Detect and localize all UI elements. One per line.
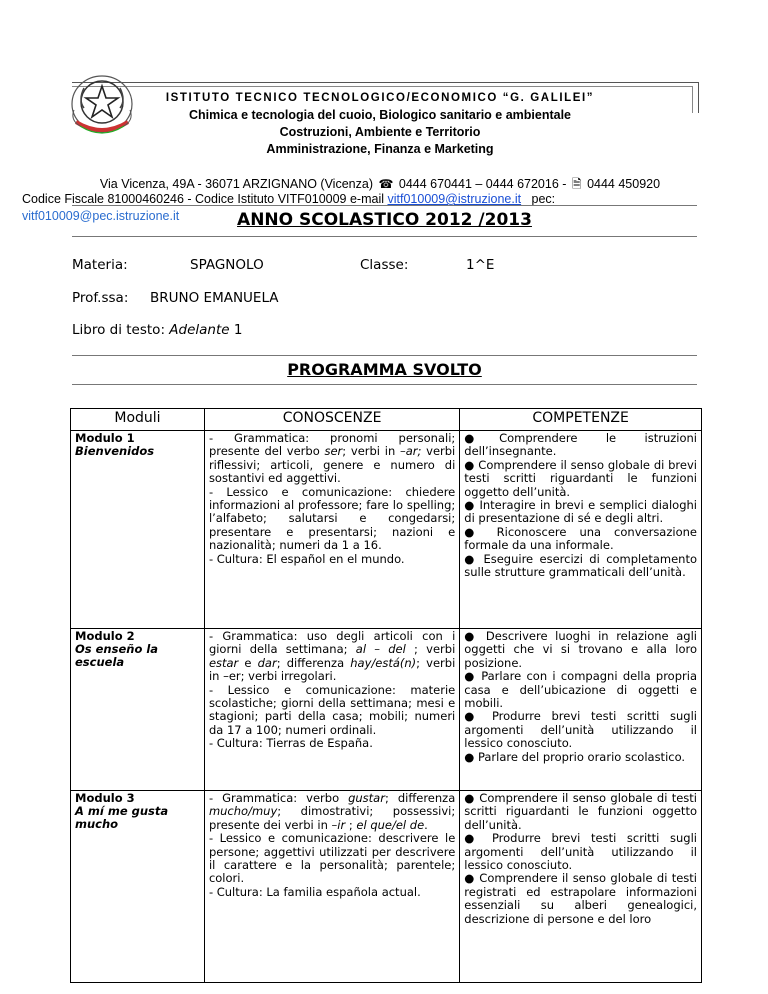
materia-label: Materia: [72,257,128,273]
header-conoscenze: CONOSCENZE [204,409,459,431]
list-item: ●Comprendere le istruzioni dell’insegnante. [464,431,697,459]
school-course-line-2: Costruzioni, Ambiente e Territorio [279,125,481,139]
grammatica-text: - Grammatica: pronomi personali; presente del verbo ser; verbi in –ar; verbi riflessivi; articoli, genere e numero di sostantivi ed aggettivi. [208,431,456,486]
libro-di-testo [72,322,242,338]
table-row [71,791,702,983]
list-item: ● Parlare del proprio orario scolastico. [464,749,686,764]
school-codes [22,192,555,206]
conoscenze-cell [204,791,459,983]
list-item: ● Produrre brevi testi scritti sugli argomenti dell’unità utilizzando il lessico conosciuto. [464,831,697,873]
prof-value: BRUNO EMANUELA [150,290,279,306]
table-row [71,431,702,629]
school-year-box [72,205,697,237]
programma-title: PROGRAMMA SVOLTO [287,360,482,379]
materia-value: SPAGNOLO [190,257,264,273]
module-cell [71,629,205,791]
libro-title: Adelante [169,322,230,338]
competenze-cell [460,629,702,791]
header-moduli: Moduli [71,409,205,431]
lessico-text: - Lessico e comunicazione: descrivere le persone; aggettivi utilizzati per descrivere il carattere e la personalità; parentele; colori. [208,831,456,886]
program-table [70,408,702,983]
fax-icon: 🗎 [571,177,582,191]
table-header-row [71,409,702,431]
phone-numbers: 0444 670441 – 0444 672016 - [398,177,567,191]
header-competenze: COMPETENZE [460,409,702,431]
lessico-text: - Lessico e comunicazione: materie scolastiche; giorni della settimana; mesi e stagioni; parti della casa; mobili; numeri da 17 a 100; numeri ordinali. [208,682,456,737]
programma-box [72,355,697,385]
module-number: Modulo 2 [75,629,135,643]
list-item: ● Comprendere il senso globale di testi registrati ed estrapolare informazioni essenziali su alberi genealogici, descrizione di persone e del loro [464,871,697,926]
list-item: ● Produrre brevi testi scritti sugli argomenti dell’unità utilizzando il lessico conosciuto. [464,709,697,751]
module-name: A mí me gusta mucho [75,804,169,831]
conoscenze-cell [204,629,459,791]
address-text: Via Vicenza, 49A - 36071 ARZIGNANO (Vicenza) [99,177,373,191]
competenze-cell [460,791,702,983]
module-cell [71,791,205,983]
module-name: Bienvenidos [75,444,155,458]
pec-label: pec: [531,192,556,206]
module-number: Modulo 1 [75,431,135,445]
classe-label: Classe: [360,257,409,273]
table-row [71,629,702,791]
list-item: ● Comprendere il senso globale di brevi testi scritti riguardanti le funzioni oggetto dell’unità. [464,457,697,499]
list-item: ● Riconoscere una conversazione formale da una informale. [464,524,697,553]
grammatica-text: - Grammatica: uso degli articoli con i giorni della settimana; al – del ; verbi estar e dar; differenza hay/está(n); verbi in –er; verbi irregolari. [208,629,456,684]
cultura-text: - Cultura: Tierras de España. [208,736,373,751]
module-cell [71,431,205,629]
prof-label: Prof.ssa: [72,290,129,306]
libro-number: 1 [233,322,243,338]
list-item: ● Parlare con i compagni della propria casa e dell’ubicazione di oggetti e mobili. [464,669,697,711]
list-item: ● Descrivere luoghi in relazione agli oggetti che vi si trovano e alla loro posizione. [464,629,697,670]
school-course-line-1: Chimica e tecnologia del cuoio, Biologico sanitario e ambientale [188,108,572,122]
codes-text: Codice Fiscale 81000460246 - Codice Istituto VITF010009 e-mail [22,192,385,206]
competenze-cell [460,431,702,629]
list-item: ● Interagire in brevi e semplici dialoghi di presentazione di sé e degli altri. [464,498,697,526]
list-item: ● Comprendere il senso globale di testi scritti riguardanti le funzioni oggetto dell’unità. [464,791,697,832]
classe-value: 1^E [466,257,495,273]
module-name: Os enseño la escuela [75,642,159,669]
cultura-text: - Cultura: La familia española actual. [208,884,421,899]
school-course-line-3: Amministrazione, Finanza e Marketing [266,142,494,156]
cultura-text: - Cultura: El español en el mundo. [208,551,405,566]
module-number: Modulo 3 [75,791,135,805]
list-item: ● Eseguire esercizi di completamento sulle strutture grammaticali dell’unità. [464,551,697,580]
libro-label: Libro di testo: [72,322,165,338]
fax-number: 0444 450920 [587,177,661,191]
telephone-icon: ☎ [378,177,394,191]
pec-address: vitf010009@pec.istruzione.it [22,209,180,223]
lessico-text: - Lessico e comunicazione: chiedere informazioni al professore; fare lo spelling; l’alfabeto; salutarsi e congedarsi; presentare e presentarsi; nazioni e nazionalità; numeri da 1 a 16. [208,484,456,553]
grammatica-text: - Grammatica: verbo gustar; differenza mucho/muy; dimostrativi; possessivi; presente dei verbi in –ir ; el que/el de. [208,791,456,832]
school-year-title: ANNO SCOLASTICO 2012 /2013 [237,210,532,230]
email-link[interactable]: vitf010009@istruzione.it [387,192,522,206]
conoscenze-cell [204,431,459,629]
school-name: ISTITUTO TECNICO TECNOLOGICO/ECONOMICO “G. GALILEI” [165,92,595,104]
